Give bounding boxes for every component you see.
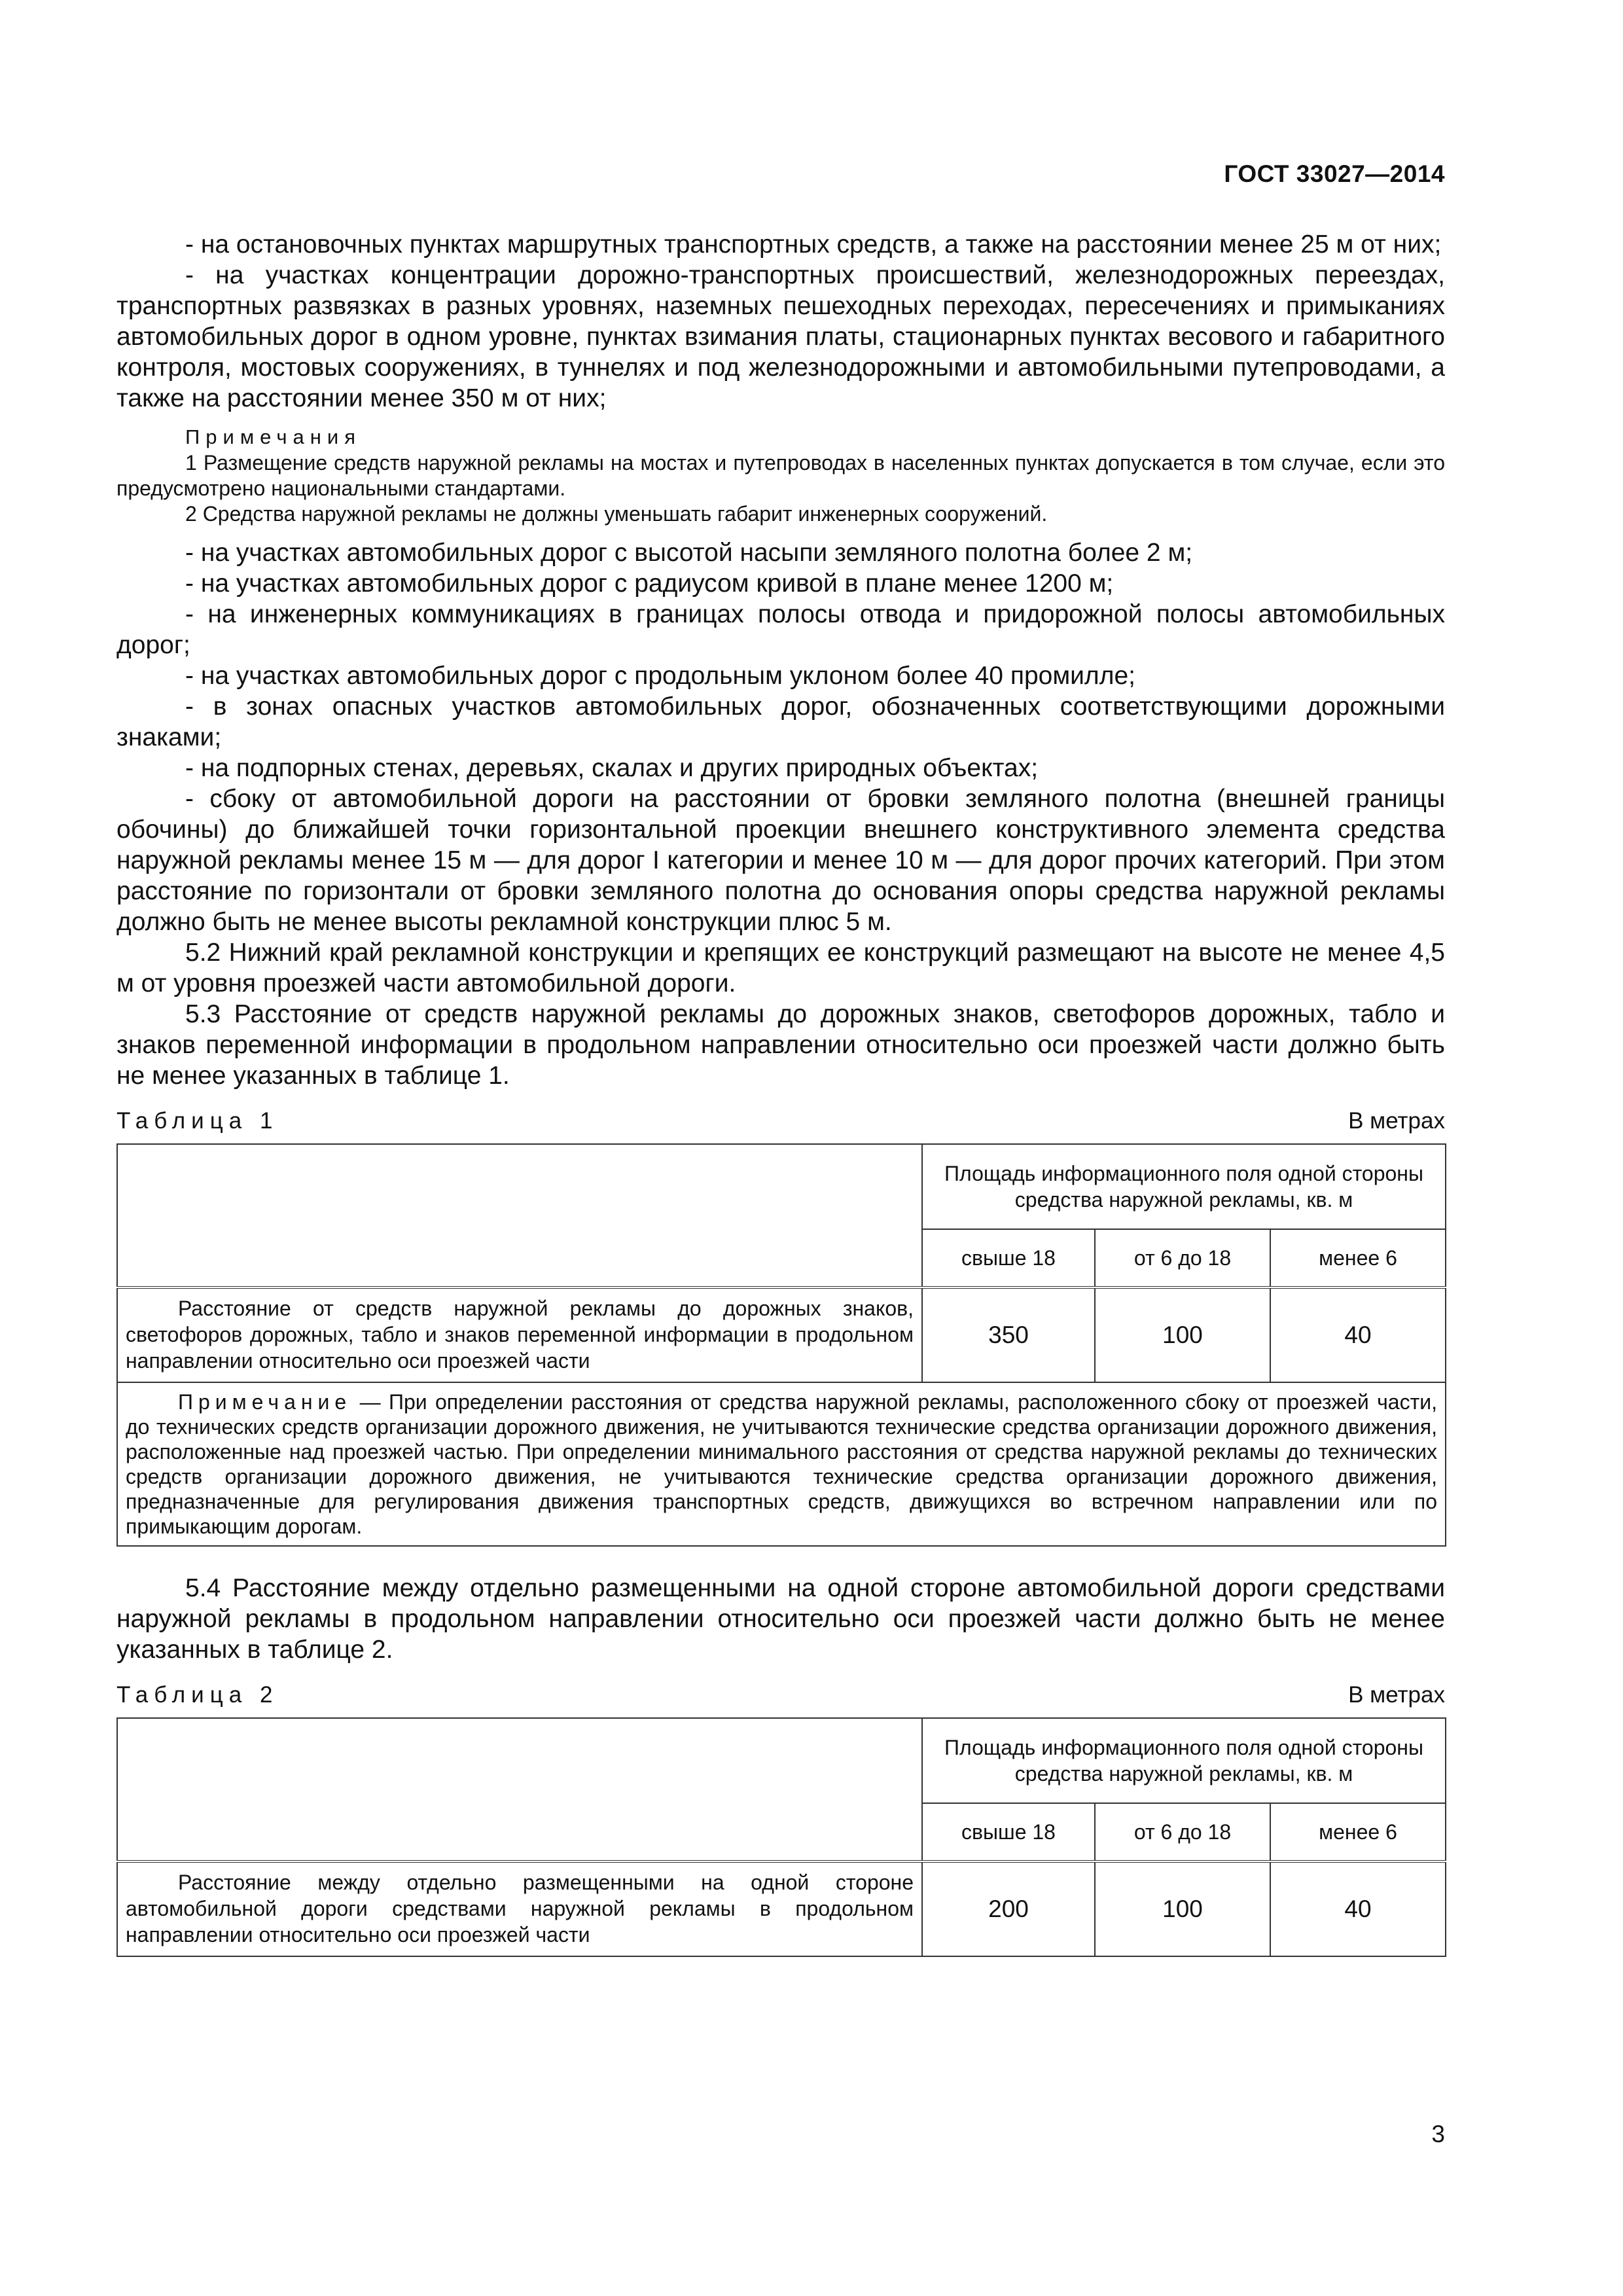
table1-col-header: от 6 до 18: [1095, 1229, 1270, 1287]
table1-note-label: Примечание: [178, 1390, 352, 1414]
table2-units: В метрах: [1348, 1682, 1445, 1708]
table1-col-header: свыше 18: [922, 1229, 1095, 1287]
table1: [116, 1143, 1446, 1547]
table1-caption-row: [116, 1108, 1445, 1134]
table1-cell: 350: [922, 1287, 1095, 1382]
table1-caption: Таблица 1: [116, 1108, 279, 1134]
table2-col-header: от 6 до 18: [1095, 1803, 1270, 1861]
table-row: [117, 1861, 1446, 1956]
table2-col-header: менее 6: [1270, 1803, 1446, 1861]
notes-block: [116, 424, 1445, 527]
paragraph: - на участках автомобильных дорог с высотой насыпи земляного полотна более 2 м;: [185, 539, 1193, 567]
table2-caption-row: [116, 1682, 1445, 1708]
notes-heading: Примечания: [185, 425, 361, 448]
table1-note-text: — При определении расстояния от средства наружной рекламы, расположенного сбоку от проезжей части, до технических средств организации дорожного движения, не учитываются технические средства организации дорожного движения, расположенные над проезжей частью. При определении минимального расстояния от средства наружной рекламы до технических средств организации дорожного движения, не учитываются технические средства организации дорожного движения, предназначенные для регулирования движения транспортных средств, движущихся во встречном направлении или по примыкающим дорогам.: [126, 1390, 1437, 1538]
table2: [116, 1717, 1446, 1957]
paragraph: - на участках автомобильных дорог с радиусом кривой в плане менее 1200 м;: [185, 569, 1114, 598]
page-number: 3: [1431, 2121, 1445, 2147]
table1-note-row: [117, 1382, 1446, 1546]
paragraph: - на инженерных коммуникациях в границах полосы отвода и придорожной полосы автомобильных дорог;: [116, 600, 1445, 659]
paragraph: 5.4 Расстояние между отдельно размещенными на одной стороне автомобильной дороги средствами наружной рекламы в продольном направлении относительно оси проезжей части должно быть не менее указанных в таблице 2.: [116, 1574, 1445, 1664]
paragraph: - сбоку от автомобильной дороги на расстоянии от бровки земляного полотна (внешней границы обочины) до ближайшей точки горизонтальной проекции внешнего конструктивного элемента средства наружной рекламы менее 15 м — для дорог I категории и менее 10 м — для дорог прочих категорий. При этом расстояние по горизонтали от бровки земляного полотна до основания опоры средства наружной рекламы должно быть не менее высоты рекламной конструкции плюс 5 м.: [116, 785, 1445, 936]
table1-cell: 100: [1095, 1287, 1270, 1382]
table2-row-label: Расстояние между отдельно размещенными на одной стороне автомобильной дороги средствами наружной рекламы в продольном направлении относительно оси проезжей части: [117, 1861, 922, 1956]
table1-group-header: Площадь информационного поля одной стороны средства наружной рекламы, кв. м: [922, 1144, 1446, 1229]
table2-cell: 40: [1270, 1861, 1446, 1956]
paragraph: 5.3 Расстояние от средств наружной рекламы до дорожных знаков, светофоров дорожных, табло и знаков переменной информации в продольном направлении относительно оси проезжей части должно быть не менее указанных в таблице 1.: [116, 1000, 1445, 1090]
page-content: [116, 229, 1445, 1957]
paragraph: - на участках концентрации дорожно-транспортных происшествий, железнодорожных переездах, транспортных развязках в разных уровнях, наземных пешеходных переходах, пересечениях и примыканиях автомобильных дорог в одном уровне, пунктах взимания платы, стационарных пунктах весового и габаритного контроля, мостовых сооружениях, в туннелях и под железнодорожными и автомобильными путепроводами, а также на расстоянии менее 350 м от них;: [116, 261, 1445, 412]
table-row: [117, 1287, 1446, 1382]
table2-col-header: свыше 18: [922, 1803, 1095, 1861]
paragraph: - на участках автомобильных дорог с продольным уклоном более 40 промилле;: [185, 662, 1135, 690]
table2-caption: Таблица 2: [116, 1682, 279, 1708]
table2-empty-corner: [117, 1718, 922, 1861]
paragraph: 5.2 Нижний край рекламной конструкции и крепящих ее конструкций размещают на высоте не менее 4,5 м от уровня проезжей части автомобильной дороги.: [116, 939, 1445, 997]
table2-cell: 200: [922, 1861, 1095, 1956]
table1-cell: 40: [1270, 1287, 1446, 1382]
table1-row-label: Расстояние от средств наружной рекламы до дорожных знаков, светофоров дорожных, табло и знаков переменной информации в продольном направлении относительно оси проезжей части: [117, 1287, 922, 1382]
table1-units: В метрах: [1348, 1108, 1445, 1134]
paragraph: - в зонах опасных участков автомобильных дорог, обозначенных соответствующими дорожными знаками;: [116, 692, 1445, 751]
table1-col-header: менее 6: [1270, 1229, 1446, 1287]
paragraph: - на остановочных пунктах маршрутных транспортных средств, а также на расстоянии менее 25 м от них;: [185, 230, 1442, 259]
table2-group-header: Площадь информационного поля одной стороны средства наружной рекламы, кв. м: [922, 1718, 1446, 1803]
table1-empty-corner: [117, 1144, 922, 1287]
table1-note: [117, 1382, 1446, 1546]
document-id-header: ГОСТ 33027—2014: [1224, 160, 1445, 187]
note-item: 1 Размещение средств наружной рекламы на мостах и путепроводах в населенных пунктах допускается в том случае, если это предусмотрено национальными стандартами.: [116, 451, 1445, 500]
table2-cell: 100: [1095, 1861, 1270, 1956]
note-item: 2 Средства наружной рекламы не должны уменьшать габарит инженерных сооружений.: [185, 502, 1048, 526]
paragraph: - на подпорных стенах, деревьях, скалах и других природных объектах;: [185, 754, 1039, 782]
